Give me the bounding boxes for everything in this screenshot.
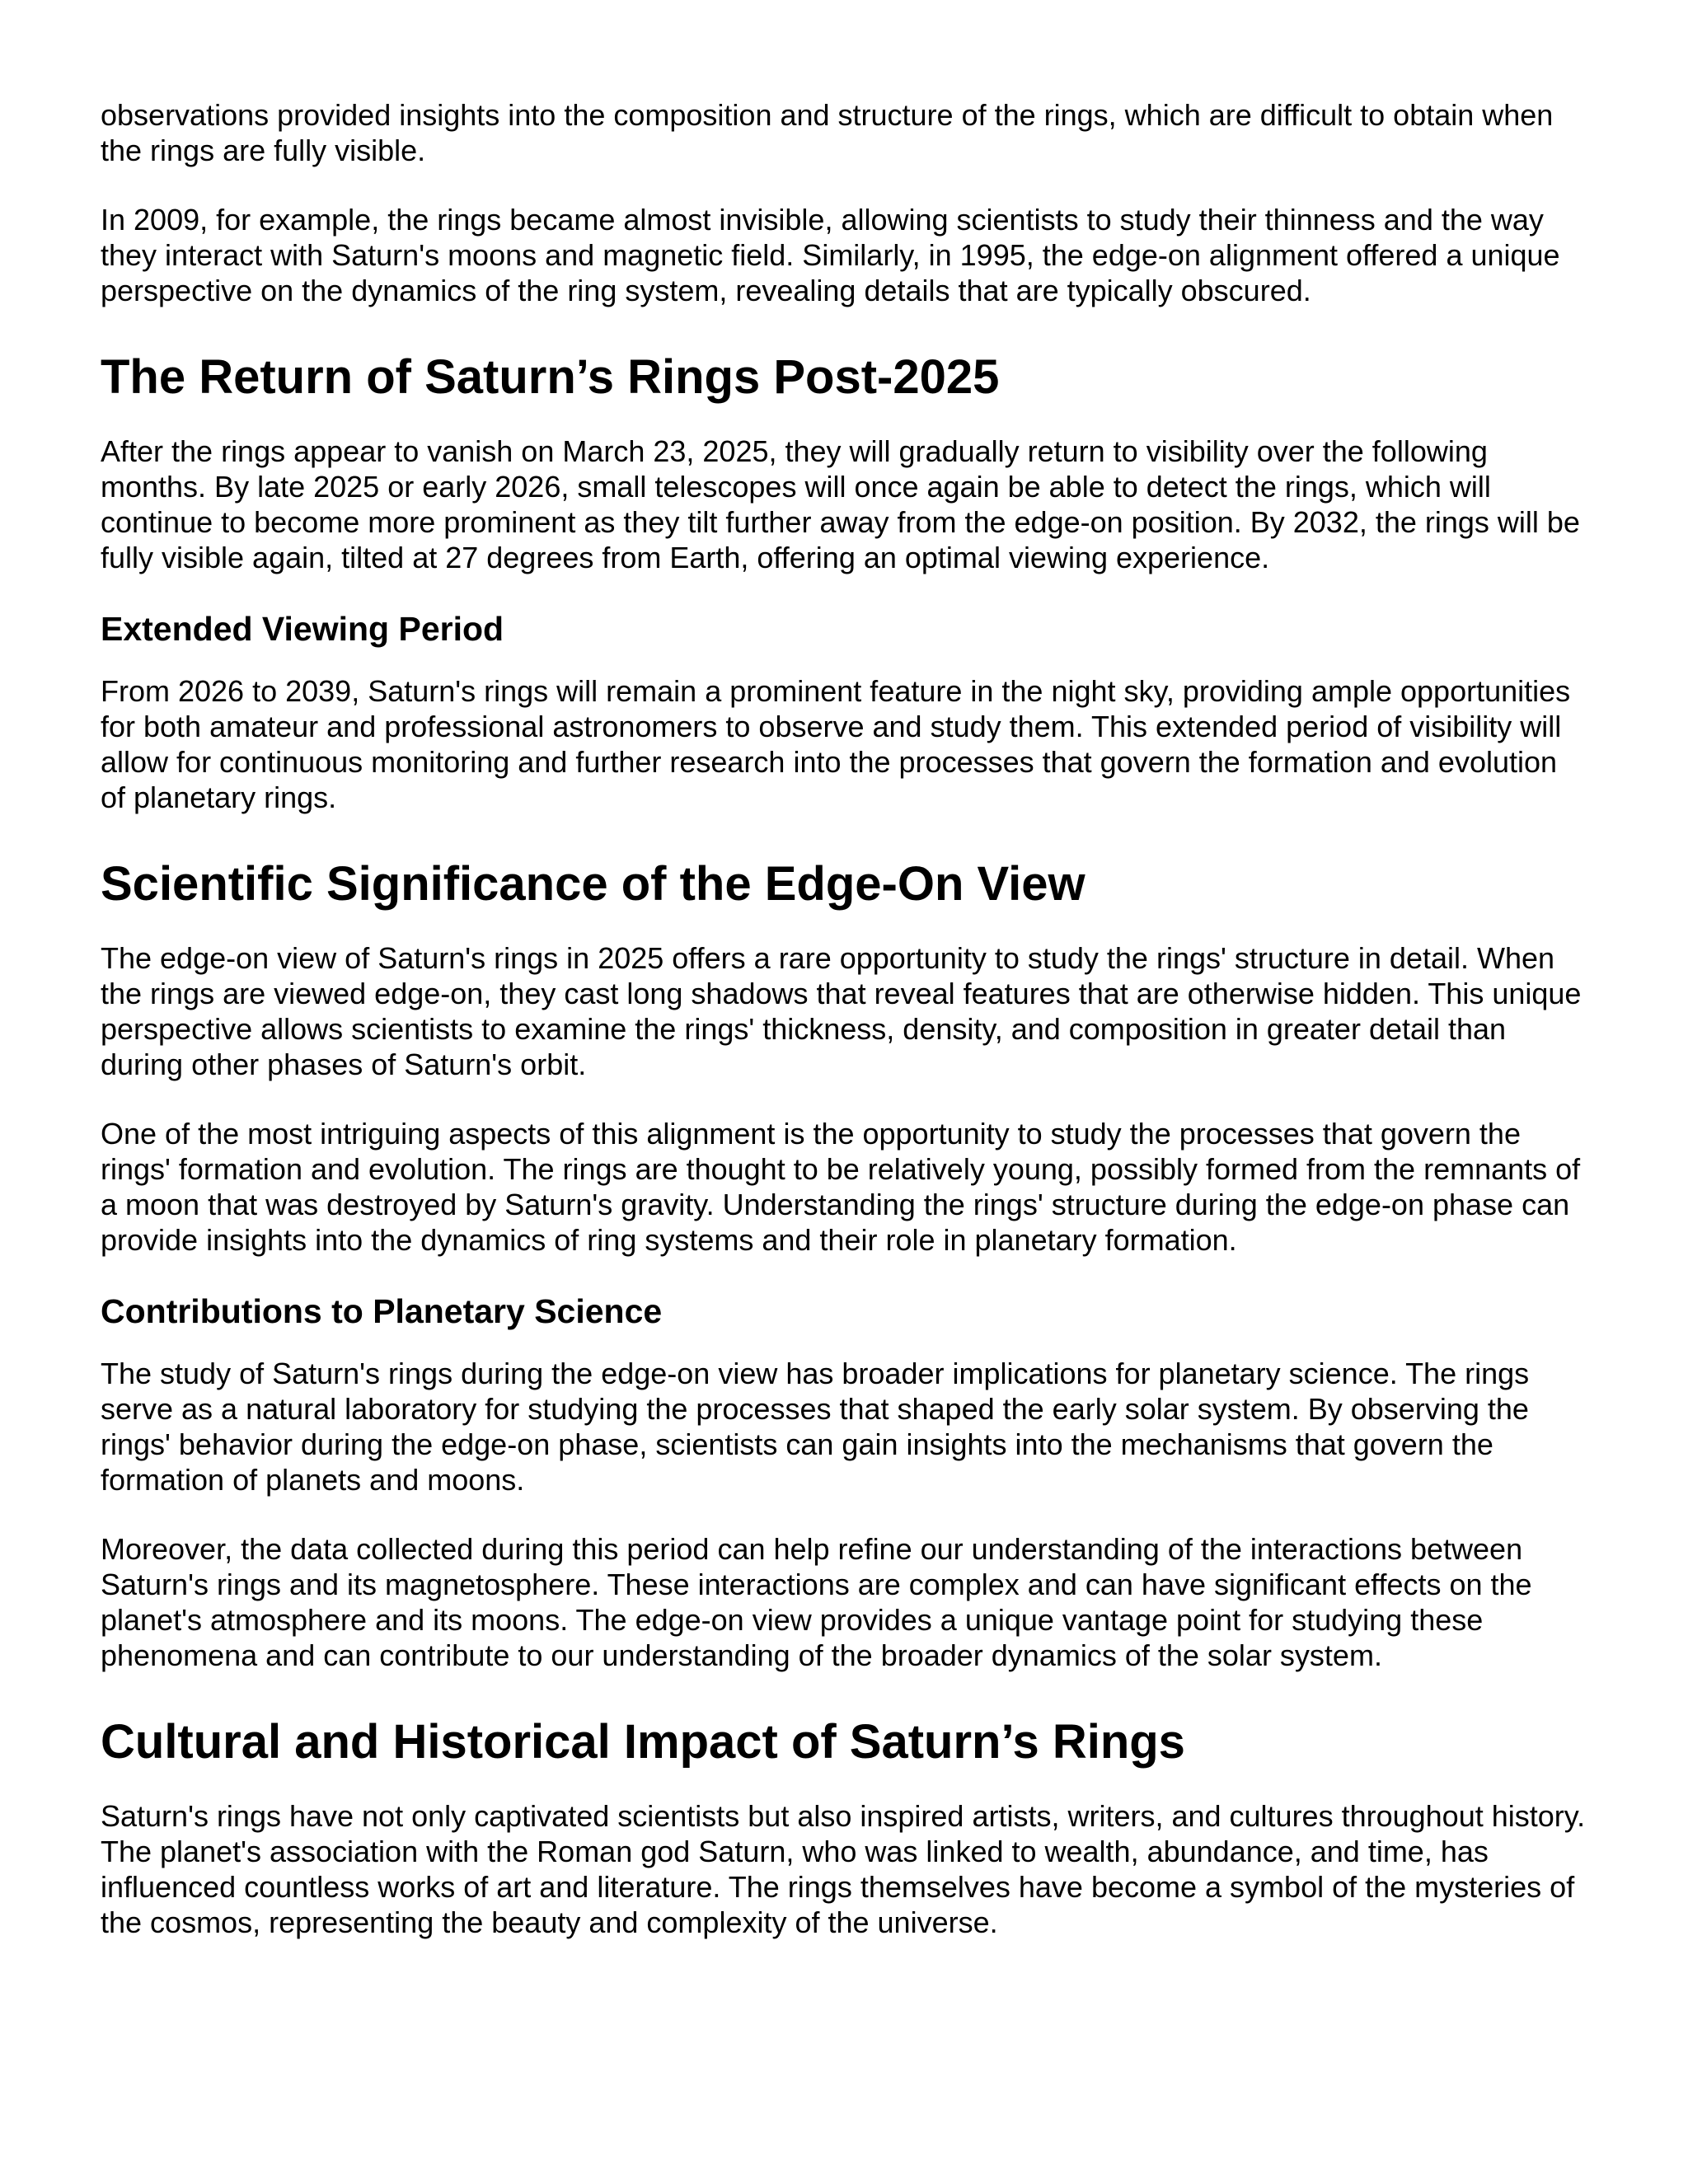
paragraph-planetary-science: The study of Saturn's rings during the edge-on view has broader implications for planetary science. The rings serve as a natural laboratory for studying the processes that shaped the early solar system. By observing the rings' behavior during the edge-on phase, scientists can gain insights into the mechanisms that govern the formation of planets and moons. — [101, 1357, 1530, 1497]
subheading-planetary-science: Contributions to Planetary Science — [101, 1292, 663, 1330]
heading-return-of-rings: The Return of Saturn’s Rings Post-2025 — [101, 350, 1000, 404]
paragraph-edge-on-opportunity: The edge-on view of Saturn's rings in 2025 offers a rare opportunity to study the rings' structure in detail. When the rings are viewed edge-on, they cast long shadows that reveal features that are otherwise hidden. This unique perspective allows scientists to examine the rings' thickness, density, and composition in greater detail than during other phases of Saturn's orbit. — [101, 941, 1582, 1081]
paragraph-rings-return: After the rings appear to vanish on March 23, 2025, they will gradually return to visibility over the following months. By late 2025 or early 2026, small telescopes will once again be able to detect the rings, which will continue to become more prominent as they tilt further away from the edge-on position. By 2032, the rings will be fully visible again, tilted at 27 degrees from Earth, offering an optimal viewing experience. — [101, 434, 1580, 574]
heading-cultural-impact: Cultural and Historical Impact of Saturn’s Rings — [101, 1715, 1185, 1769]
paragraph-ring-formation: One of the most intriguing aspects of this alignment is the opportunity to study the processes that govern the rings' formation and evolution. The rings are thought to be relatively young, possibly formed from the remnants of a moon that was destroyed by Saturn's gravity. Understanding the rings' structure during the edge-on phase can provide insights into the dynamics of ring systems and their role in planetary formation. — [101, 1117, 1581, 1257]
heading-scientific-significance: Scientific Significance of the Edge-On View — [101, 857, 1085, 911]
paragraph-2009-1995-examples: In 2009, for example, the rings became almost invisible, allowing scientists to study their thinness and the way they interact with Saturn's moons and magnetic field. Similarly, in 1995, the edge-on alignment offered a unique perspective on the dynamics of the ring system, revealing details that are typically obscured. — [101, 203, 1560, 307]
paragraph-ring-observations-continued: observations provided insights into the composition and structure of the rings, which are difficult to obtain when the rings are fully visible. — [101, 98, 1554, 167]
paragraph-cultural-impact: Saturn's rings have not only captivated scientists but also inspired artists, writers, and cultures throughout history. The planet's association with the Roman god Saturn, who was linked to wealth, abundance, and time, has influenced countless works of art and literature. The rings themselves have become a symbol of the mysteries of the cosmos, representing the beauty and complexity of the universe. — [101, 1799, 1586, 1939]
paragraph-extended-viewing: From 2026 to 2039, Saturn's rings will remain a prominent feature in the night sky, providing ample opportunities for both amateur and professional astronomers to observe and study them. This extended period of visibility will allow for continuous monitoring and further research into the processes that govern the formation and evolution of planetary rings. — [101, 674, 1571, 814]
subheading-extended-viewing: Extended Viewing Period — [101, 610, 504, 648]
paragraph-magnetosphere: Moreover, the data collected during this period can help refine our understanding of the interactions between Saturn's rings and its magnetosphere. These interactions are complex and can have significant effects on the planet's atmosphere and its moons. The edge-on view provides a unique vantage point for studying these phenomena and can contribute to our understanding of the broader dynamics of the solar system. — [101, 1532, 1532, 1672]
